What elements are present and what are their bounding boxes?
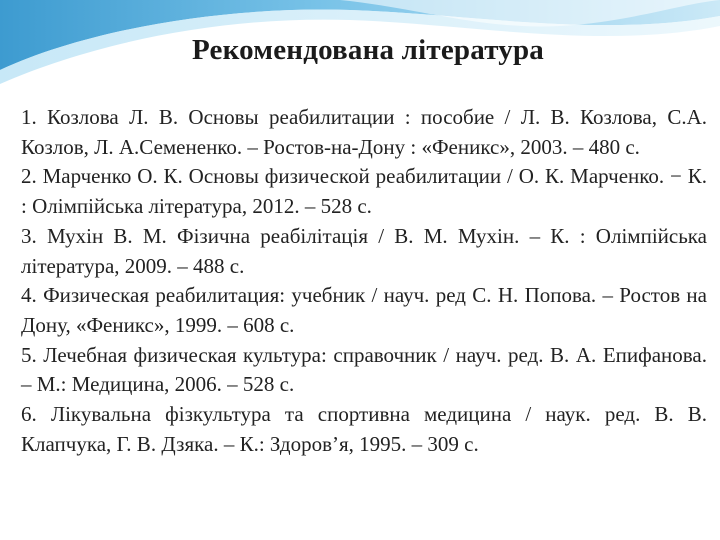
reference-item: 2. Марченко О. К. Основы физической реабилитации / О. К. Марченко. − К. : Олімпійська література, 2012. – 528 с.	[21, 164, 707, 219]
reference-item: 5. Лечебная физическая культура: справочник / науч. ред. В. А. Епифанова. – М.: Медицина, 2006. – 528 с.	[21, 342, 707, 397]
reference-item: 3. Мухін В. М. Фізична реабілітація / В. М. Мухін. – К. : Олімпійська література, 2009. – 488 с.	[21, 223, 707, 278]
reference-list	[21, 103, 707, 459]
reference-item: 1. Козлова Л. В. Основы реабилитации : пособие / Л. В. Козлова, С.А. Козлов, Л. А.Семененко. – Ростов-на-Дону : «Феникс», 2003. – 480 с.	[21, 105, 707, 159]
reference-item: 4. Физическая реабилитация: учебник / науч. ред С. Н. Попова. – Ростов на Дону, «Феникс», 1999. – 608 с.	[21, 283, 707, 337]
slide-title: Рекомендована література	[192, 34, 544, 66]
reference-item: 6. Лікувальна фізкультура та спортивна медицина / наук. ред. В. В. Клапчука, Г. В. Дзяка. – К.: Здоров’я, 1995. – 309 с.	[21, 402, 707, 456]
